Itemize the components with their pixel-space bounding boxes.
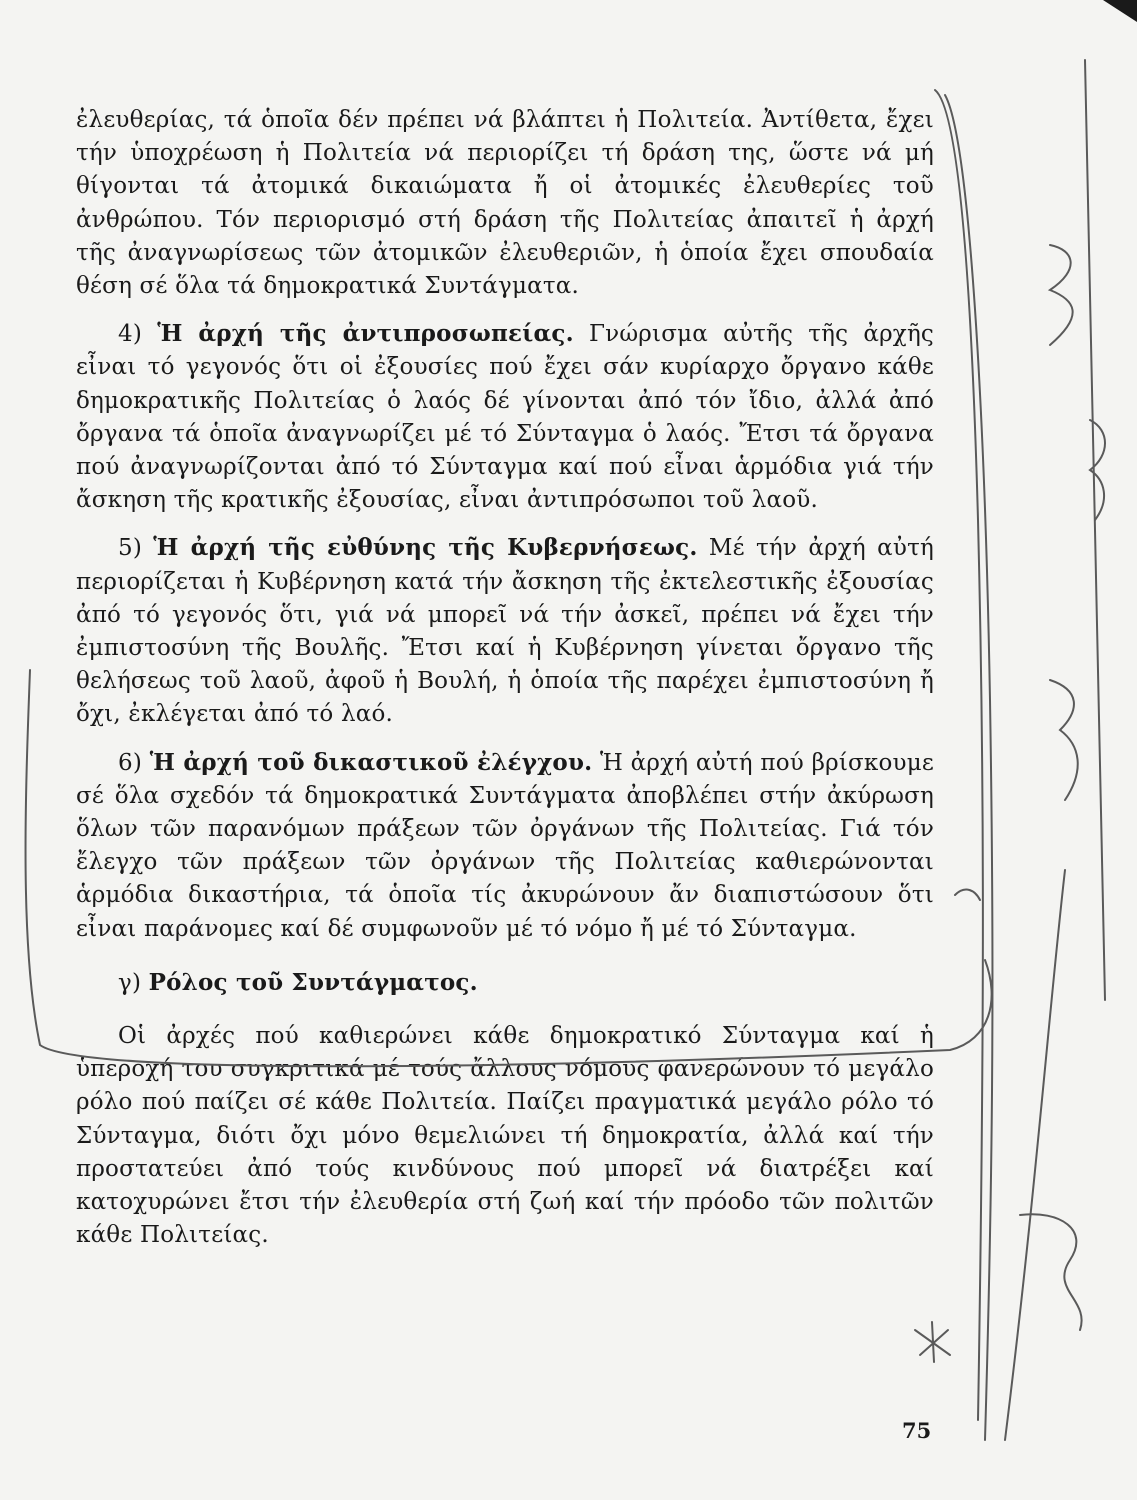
section-heading: Ἡ ἀρχή τῆς εὐθύνης τῆς Κυβερνήσεως.	[153, 534, 698, 562]
margin-line	[945, 95, 992, 1440]
section-heading: Ἡ ἀρχή τοῦ δικαστικοῦ ἐλέγχου.	[149, 748, 593, 776]
paragraph-text: Μέ τήν ἀρχή αὐτή περιορίζεται ἡ Κυβέρνηση κατά τήν ἄσκηση τῆς ἐκτελεστικῆς ἐξουσίας ἀπό τό γεγονός ὅτι, γιά νά μπορεῖ νά τήν ἀσκεῖ, πρέπει νά ἔχει τήν ἐμπιστοσύνη τῆς Βουλῆς. Ἔτσι καί ἡ Κυβέρνηση γίνεται ὄργανο τῆς θελήσεως τοῦ λαοῦ, ἀφοῦ ἡ Βουλή, ἡ ὁποία τῆς παρέχει ἐμπιστοσύνη ἤ ὄχι, ἐκλέγεται ἀπό τό λαό.	[76, 535, 934, 728]
section-heading: Ρόλος τοῦ Συντάγματος.	[148, 968, 478, 996]
scribble-mark	[915, 1322, 950, 1362]
paragraph-freedoms	[76, 104, 934, 303]
paragraph-text: Γνώρισμα αὐτῆς τῆς ἀρχῆς εἶναι τό γεγονός ὅτι οἱ ἐξουσίες πού ἔχει σάν κυρίαρχο ὄργανο κάθε δημοκρατικῆς Πολιτείας ὁ λαός δέ γίνονται ἀπό τόν ἴδιο, ἀλλά ἀπό ὄργανα τά ὁποῖα ἀναγνωρίζει μέ τό Σύνταγμα ὁ λαός. Ἔτσι τά ὄργανα πού ἀναγνωρίζονται ἀπό τό Σύνταγμα καί πού εἶναι ἁρμόδια γιά τήν ἄσκηση τῆς κρατικῆς ἐξουσίας, εἶναι ἀντιπρόσωποι τοῦ λαοῦ.	[76, 321, 935, 514]
paragraph-text: Ἡ ἀρχή αὐτή πού βρίσκουμε σέ ὅλα σχεδόν τά δημοκρατικά Συντάγματα ἀποβλέπει στήν ἀκύρωση ὅλων τῶν παρανόμων πράξεων τῶν ὀργάνων τῆς Πολιτείας. Γιά τόν ἔλεγχο τῶν πράξεων τῶν ὀργάνων τῆς Πολιτείας καθιερώνονται ἁρμόδια δικαστήρια, τά ὁποῖα τίς ἀκυρώνουν ἄν διαπιστώσουν ὅτι εἶναι παράνομες καί δέ συμφωνοῦν μέ τό νόμο ἤ μέ τό Σύνταγμα.	[76, 749, 935, 942]
page-body	[76, 104, 934, 1253]
paragraph-constitution-role	[76, 1020, 934, 1252]
bracket-mark	[1090, 420, 1105, 520]
page-number: 75	[902, 1418, 932, 1443]
section-number: 6)	[118, 749, 143, 776]
margin-line	[935, 90, 983, 1420]
subsection-role-of-constitution	[76, 966, 934, 1000]
paragraph-text: Οἱ ἀρχές πού καθιερώνει κάθε δημοκρατικό Σύνταγμα καί ἡ ὑπεροχή του συγκριτικά μέ τούς ἄλλους νόμους φανερώνουν τό μεγάλο ρόλο πού παίζει σέ κάθε Πολιτεία. Παίζει πραγματικά μεγάλο ρόλο τό Σύνταγμα, διότι ὄχι μόνο θεμελιώνει τή δημοκρατία, ἀλλά καί τήν προστατεύει ἀπό τούς κινδύνους πού μπορεῖ νά διατρέξει καί κατοχυρώνει ἔτσι τήν ἐλευθερία στή ζωή καί τήν πρόοδο τῶν πολιτῶν κάθε Πολιτείας.	[76, 1023, 934, 1249]
bracket-mark	[1050, 680, 1078, 800]
paragraph-government-responsibility	[76, 531, 934, 731]
margin-line	[1085, 60, 1105, 1000]
scribble-mark	[1020, 1214, 1082, 1330]
section-number: γ)	[118, 969, 142, 996]
section-number: 4)	[118, 321, 143, 348]
paragraph-judicial-review	[76, 746, 934, 946]
paragraph-representation	[76, 317, 934, 517]
bracket-mark	[1050, 245, 1073, 345]
margin-line	[1005, 870, 1065, 1440]
scan-corner-shadow	[1103, 0, 1137, 22]
scribble-mark	[955, 890, 980, 900]
section-heading: Ἡ ἀρχή τῆς ἀντιπροσωπείας.	[157, 320, 574, 348]
paragraph-text: ἐλευθερίας, τά ὁποῖα δέν πρέπει νά βλάπτει ἡ Πολιτεία. Ἀντίθετα, ἔχει τήν ὑποχρέωση ἡ Πολιτεία νά περιορίζει τή δράση της, ὥστε νά μή θίγονται τά ἀτομικά δικαιώματα ἤ οἱ ἀτομικές ἐλευθερίες τοῦ ἀνθρώπου. Τόν περιορισμό στή δράση τῆς Πολιτείας ἀπαιτεῖ ἡ ἀρχή τῆς ἀναγνωρίσεως τῶν ἀτομικῶν ἐλευθεριῶν, ἡ ὁποία ἔχει σπουδαία θέση σέ ὅλα τά δημοκρατικά Συντάγματα.	[76, 107, 934, 300]
section-number: 5)	[118, 535, 143, 562]
